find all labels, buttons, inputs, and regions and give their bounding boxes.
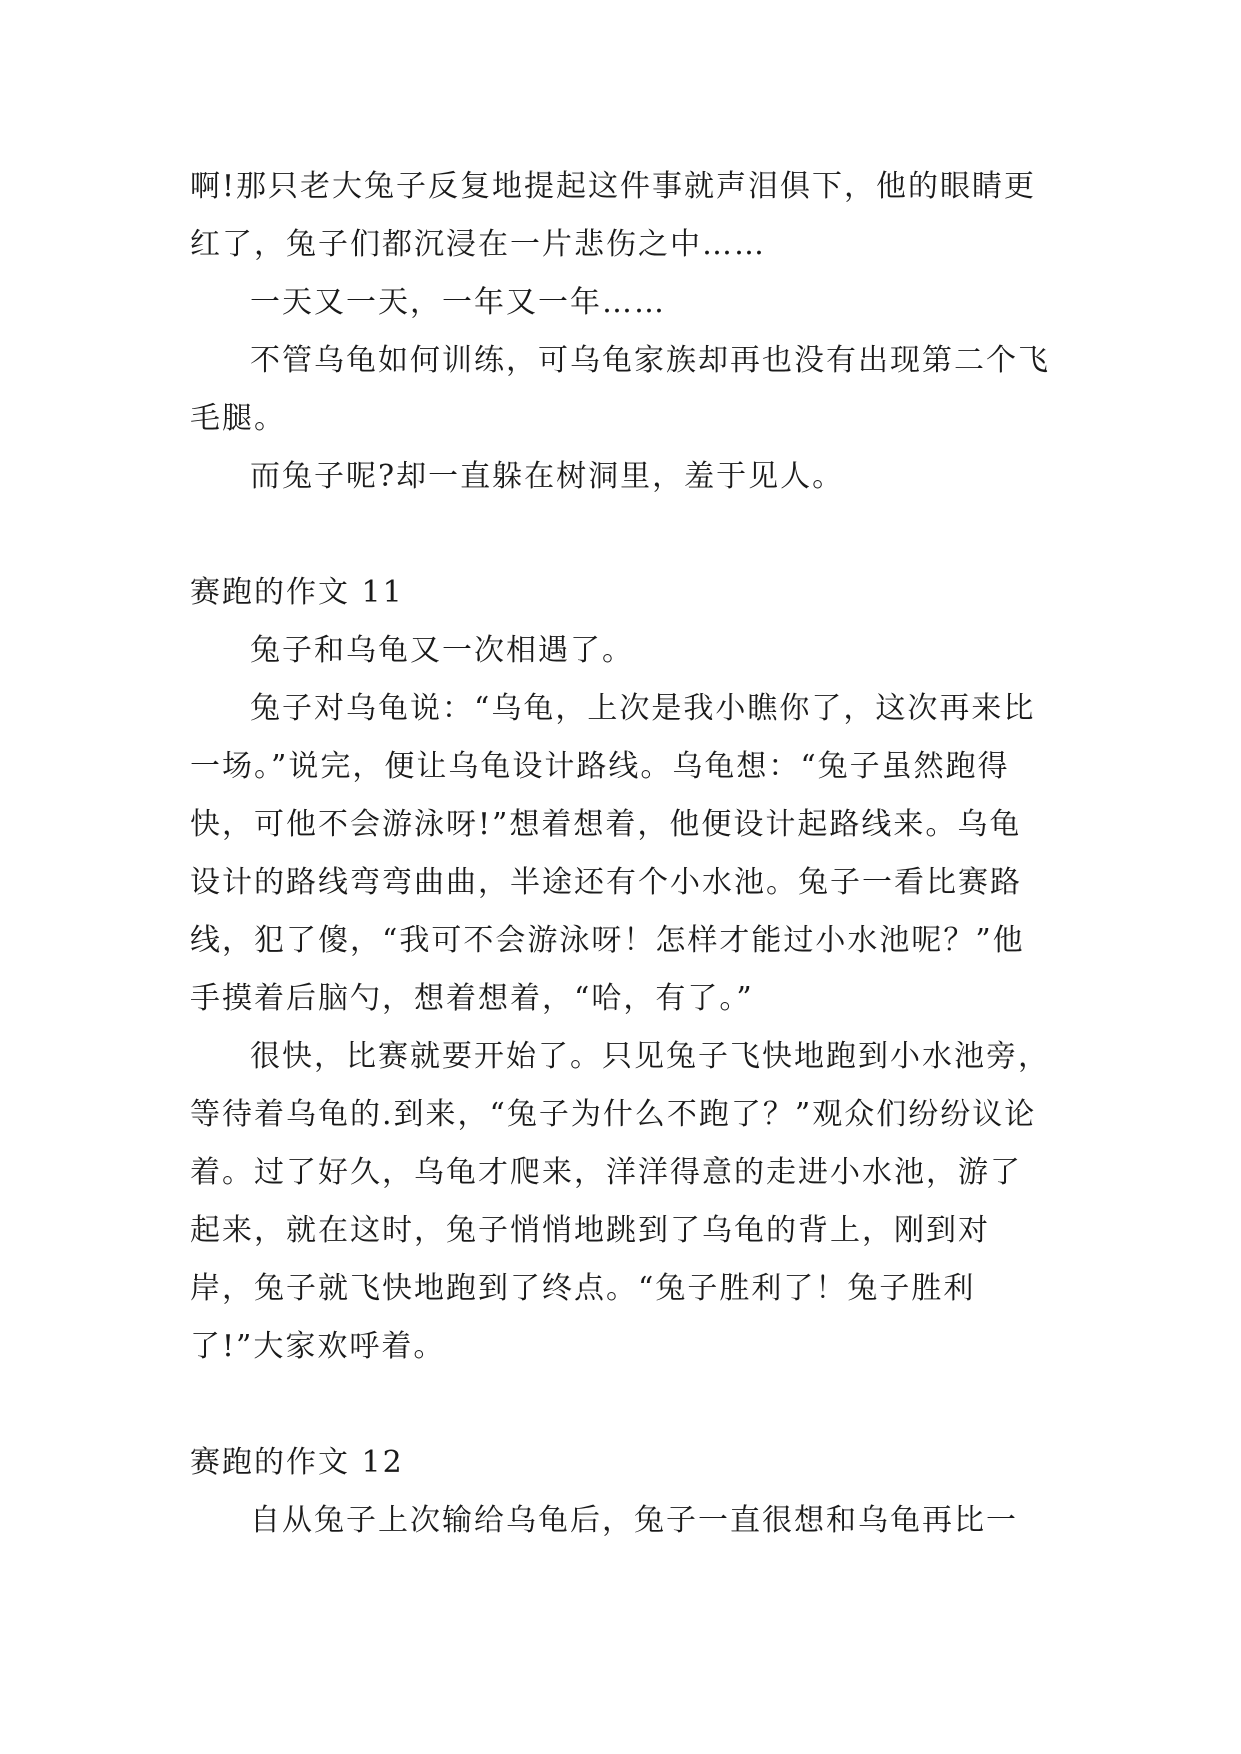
paragraph: 很快，比赛就要开始了。只见兔子飞快地跑到小水池旁，等待着乌龟的.到来，“兔子为什么不跑了？”观众们纷纷议论着。过了好久，乌龟才爬来，洋洋得意的走进小水池，游了起来，就在这时，兔子悄悄地跳到了乌龟的背上，刚到对岸，兔子就飞快地跑到了终点。“兔子胜利了！兔子胜利了!”大家欢呼着。 bbox=[190, 1039, 1050, 1364]
paragraph: 兔子和乌龟又一次相遇了。 bbox=[250, 633, 634, 668]
section-heading: 赛跑的作文 12 bbox=[190, 1445, 404, 1480]
paragraph: 自从兔子上次输给乌龟后，兔子一直很想和乌龟再比一 bbox=[250, 1503, 1018, 1538]
paragraph: 兔子对乌龟说：“乌龟，上次是我小瞧你了，这次再来比一场。”说完，便让乌龟设计路线。乌龟想：“兔子虽然跑得快，可他不会游泳呀!”想着想着，他便设计起路线来。乌龟设计的路线弯弯曲曲，半途还有个小水池。兔子一看比赛路线，犯了傻，“我可不会游泳呀！怎样才能过小水池呢？”他手摸着后脑勺，想着想着，“哈，有了。” bbox=[190, 691, 1036, 1016]
document-body bbox=[190, 158, 1050, 1550]
paragraph: 一天又一天，一年又一年…… bbox=[250, 285, 666, 320]
paragraph: 啊!那只老大兔子反复地提起这件事就声泪俱下，他的眼睛更红了，兔子们都沉浸在一片悲伤之中…… bbox=[190, 169, 1037, 262]
paragraph: 不管乌龟如何训练，可乌龟家族却再也没有出现第二个飞毛腿。 bbox=[190, 343, 1050, 436]
section-spacer bbox=[190, 506, 1050, 564]
section-spacer bbox=[190, 1376, 1050, 1434]
section-heading: 赛跑的作文 11 bbox=[190, 575, 404, 610]
paragraph: 而兔子呢?却一直躲在树洞里，羞于见人。 bbox=[250, 459, 845, 494]
